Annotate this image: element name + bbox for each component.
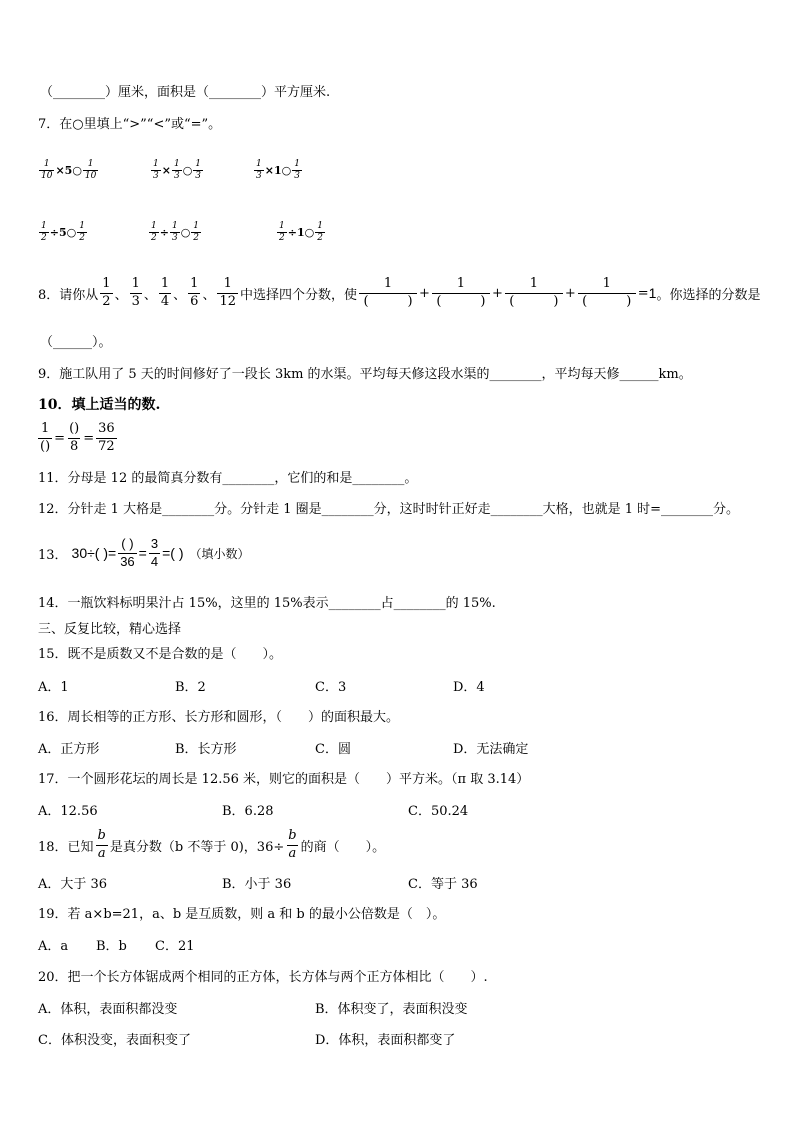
denominator: a	[288, 845, 297, 861]
option-label: B．6.28	[222, 803, 274, 819]
option-label: C．体积没变，表面积变了	[38, 1032, 191, 1048]
q18-mid: 是真分数（b 不等于 0)，36÷	[109, 839, 285, 855]
option-label: D．体积，表面积都变了	[315, 1032, 456, 1048]
q19-option-c	[155, 933, 195, 955]
q17-option-a	[38, 798, 98, 820]
denominator: 4	[160, 293, 170, 309]
q9-text: 9．施工队用了 5 天的时间修好了一段长 3km 的水渠。平均每天修这段水渠的________，平均每天修______km。	[38, 366, 692, 382]
denominator-blank: ( )	[578, 293, 636, 311]
numerator: 1	[41, 221, 47, 232]
denominator: 2	[193, 232, 200, 243]
blank-fraction	[505, 276, 563, 311]
numerator: 1	[43, 159, 50, 170]
option-label: A．12.56	[38, 803, 98, 819]
option-label: A．1	[38, 679, 69, 695]
q18-option-c	[408, 871, 478, 893]
q12-question	[38, 496, 739, 518]
fraction	[39, 159, 54, 181]
denominator: 3	[171, 232, 178, 243]
choice-fraction	[100, 276, 112, 311]
q15-text: 15．既不是质数又不是合数的是（ ）。	[38, 646, 283, 662]
q8-lead: 8．请你从	[38, 287, 99, 303]
option-label: C．21	[155, 938, 195, 954]
fraction	[151, 159, 161, 181]
q19-question	[38, 901, 445, 923]
denominator: 3	[195, 170, 202, 181]
blank-fraction	[578, 276, 636, 311]
denominator-blank: ( )	[505, 293, 563, 311]
option-label: A．体积，表面积都没变	[38, 1001, 178, 1017]
denominator: 2	[79, 232, 85, 243]
q8-question	[38, 273, 760, 313]
denominator: 12	[219, 293, 237, 309]
numerator: 1	[456, 275, 466, 291]
separator: 、	[173, 287, 187, 303]
q14-question	[38, 590, 496, 612]
numerator: 1	[279, 221, 285, 232]
numerator: 1	[317, 221, 323, 232]
q7-expression-5	[148, 217, 202, 247]
q9-question	[38, 361, 692, 383]
option-label: D．4	[453, 679, 485, 695]
choice-fraction	[130, 276, 142, 311]
fraction	[96, 828, 108, 863]
equals-sign: =	[637, 285, 649, 301]
denominator: 10	[41, 170, 53, 181]
q15-option-d	[453, 674, 485, 696]
plus-sign: +	[419, 285, 430, 301]
q14-text: 14．一瓶饮料标明果汁占 15%，这里的 15%表示________占________的 15%.	[38, 595, 496, 611]
q19-option-a	[38, 933, 68, 955]
q16-text: 16．周长相等的正方形、长方形和圆形，（ ）的面积最大。	[38, 709, 400, 725]
q16-option-b	[175, 736, 237, 758]
q15-option-a	[38, 674, 69, 696]
q19-text: 19．若 a×b=21，a、b 是互质数，则 a 和 b 的最小公倍数是（ ）。	[38, 906, 446, 922]
q16-option-d	[453, 736, 528, 758]
q13-tail: =( )	[162, 545, 184, 561]
numerator: 1	[173, 159, 180, 170]
numerator: 1	[294, 159, 300, 170]
fraction	[286, 828, 298, 863]
denominator: 3	[173, 170, 180, 181]
numerator: 3	[150, 535, 159, 551]
q20-option-c	[38, 1027, 191, 1049]
option-label: B．b	[96, 938, 127, 954]
denominator: 2	[41, 232, 47, 243]
blank-fraction	[432, 276, 490, 311]
option-label: B．体积变了，表面积没变	[315, 1001, 468, 1017]
fraction	[172, 159, 182, 181]
numerator: b	[97, 827, 106, 843]
option-label: C．50.24	[408, 803, 469, 819]
denominator: a	[97, 845, 106, 861]
q11-question	[38, 465, 417, 487]
separator: 、	[143, 287, 157, 303]
denominator: 4	[150, 553, 159, 569]
denominator-blank: ( )	[359, 293, 417, 311]
q15-question	[38, 641, 282, 663]
choice-fraction	[159, 276, 171, 311]
q13-question	[38, 535, 250, 571]
fraction	[149, 221, 159, 243]
operator: ÷5○	[49, 225, 77, 239]
q15-option-c	[315, 674, 346, 696]
numerator: 36	[98, 420, 115, 436]
numerator: 1	[223, 275, 232, 291]
fraction	[170, 221, 180, 243]
q10-equation	[38, 420, 119, 456]
q7-expression-4	[38, 217, 88, 247]
denominator: 2	[317, 232, 323, 243]
q8-mid: 中选择四个分数，使	[240, 287, 358, 303]
operator: ×5○	[55, 163, 82, 177]
numerator: 1	[87, 159, 94, 170]
q6-continuation	[40, 79, 330, 101]
option-label: B．长方形	[175, 741, 237, 757]
q8-answer	[40, 329, 112, 351]
fraction	[118, 536, 136, 571]
separator: 、	[114, 287, 128, 303]
q18-option-b	[222, 871, 291, 893]
fraction	[315, 221, 325, 243]
denominator: 2	[102, 293, 111, 309]
q7-expression-2	[150, 155, 204, 185]
denominator: 3	[256, 170, 262, 181]
q16-option-a	[38, 736, 99, 758]
q19-option-b	[96, 933, 127, 955]
fraction	[83, 159, 98, 181]
q20-question	[38, 964, 488, 986]
numerator: 1	[171, 221, 178, 232]
fraction	[292, 159, 302, 181]
q20-option-b	[315, 996, 468, 1018]
compare-circle: ○	[182, 163, 193, 177]
numerator: ()	[69, 420, 80, 436]
option-label: C．圆	[315, 741, 351, 757]
q16-question	[38, 704, 399, 726]
equals-sign: =	[83, 430, 95, 446]
q13-lead: 30÷( )=	[71, 545, 117, 561]
denominator: 36	[120, 553, 135, 569]
fraction	[67, 421, 81, 456]
q13-note: （填小数）	[189, 546, 250, 561]
option-label: A．a	[38, 938, 69, 954]
option-label: A．大于 36	[38, 876, 108, 892]
section-3-title: 三、反复比较，精心选择	[38, 621, 182, 637]
option-label: B．小于 36	[222, 876, 292, 892]
fraction	[193, 159, 203, 181]
option-label: A．正方形	[38, 741, 100, 757]
fraction	[96, 421, 117, 456]
operator: ÷1○	[287, 225, 315, 239]
option-label: D．无法确定	[453, 741, 529, 757]
q8-tail: 。你选择的分数是	[656, 287, 761, 303]
q15-option-b	[175, 674, 206, 696]
denominator: 8	[70, 438, 79, 454]
numerator: 1	[602, 275, 611, 291]
numerator: 1	[195, 159, 202, 170]
q13-number: 13．	[38, 547, 68, 563]
blank-fraction	[359, 276, 417, 311]
numerator: 1	[40, 420, 50, 436]
q10-title	[38, 393, 160, 415]
denominator-blank: ( )	[432, 293, 490, 311]
denominator: ()	[40, 438, 51, 454]
q20-text: 20．把一个长方体锯成两个相同的正方体，长方体与两个正方体相比（ ）.	[38, 969, 488, 985]
sum-value: 1	[648, 285, 657, 301]
equals-sign: =	[138, 545, 147, 561]
fraction	[149, 536, 160, 571]
denominator: 2	[279, 232, 285, 243]
q7-expression-3	[253, 155, 303, 185]
numerator: 1	[256, 159, 262, 170]
operator: ×1○	[264, 163, 292, 177]
denominator: 10	[84, 170, 97, 181]
numerator: 1	[131, 275, 140, 291]
separator: 、	[202, 287, 216, 303]
numerator: b	[288, 827, 297, 843]
numerator: 1	[529, 275, 538, 291]
denominator: 72	[98, 438, 115, 454]
operator: ÷	[159, 225, 169, 239]
option-label: B．2	[175, 679, 206, 695]
plus-sign: +	[491, 285, 503, 301]
choice-fraction	[188, 276, 200, 311]
denominator: 3	[153, 170, 159, 181]
fraction	[277, 221, 287, 243]
numerator: 1	[160, 275, 170, 291]
q16-option-c	[315, 736, 351, 758]
numerator: 1	[383, 275, 393, 291]
fraction	[77, 221, 87, 243]
section-3-heading	[38, 616, 181, 638]
fraction	[191, 221, 201, 243]
numerator: 1	[190, 275, 199, 291]
q20-option-d	[315, 1027, 455, 1049]
option-label: C．等于 36	[408, 876, 478, 892]
q17-option-c	[408, 798, 468, 820]
denominator: 3	[294, 170, 300, 181]
numerator: ( )	[121, 535, 134, 551]
q18-option-a	[38, 871, 107, 893]
operator: ×	[161, 163, 171, 177]
compare-circle: ○	[180, 225, 191, 239]
q17-option-b	[222, 798, 274, 820]
q18-lead: 18．已知	[38, 839, 94, 855]
fraction	[39, 221, 49, 243]
q11-text: 11．分母是 12 的最简真分数有________，它们的和是________。	[38, 470, 418, 486]
q10-title-text: 10．填上适当的数.	[38, 397, 161, 413]
q7-title-text: 7．在○里填上“>”“<”或“=”。	[38, 116, 222, 132]
q17-question	[38, 766, 529, 788]
choice-fraction	[217, 276, 238, 311]
q6-continuation-text: （________）厘米，面积是（________）平方厘米.	[40, 84, 331, 100]
q12-text: 12．分针走 1 大格是________分。分针走 1 圈是________分，这时时针正好走________大格，也就是 1 时=________分。	[38, 501, 740, 517]
q7-expression-6	[276, 217, 326, 247]
q7-expression-1	[38, 155, 99, 185]
numerator: 1	[102, 275, 111, 291]
equals-sign: =	[54, 430, 66, 446]
denominator: 6	[190, 293, 199, 309]
denominator: 3	[131, 293, 140, 309]
option-label: C．3	[315, 679, 347, 695]
numerator: 1	[151, 221, 157, 232]
numerator: 1	[193, 221, 200, 232]
q17-text: 17．一个圆形花坛的周长是 12.56 米，则它的面积是（ ）平方米。（π 取 3.14）	[38, 771, 530, 787]
numerator: 1	[153, 159, 159, 170]
q18-tail: 的商（ ）。	[300, 839, 386, 855]
q7-title	[38, 111, 221, 133]
denominator: 2	[151, 232, 157, 243]
q20-option-a	[38, 996, 177, 1018]
q18-question	[38, 827, 385, 863]
q8-answer-blank: （______）。	[40, 334, 112, 350]
fraction	[254, 159, 264, 181]
fraction	[38, 421, 52, 456]
plus-sign: +	[564, 285, 576, 301]
numerator: 1	[79, 221, 85, 232]
